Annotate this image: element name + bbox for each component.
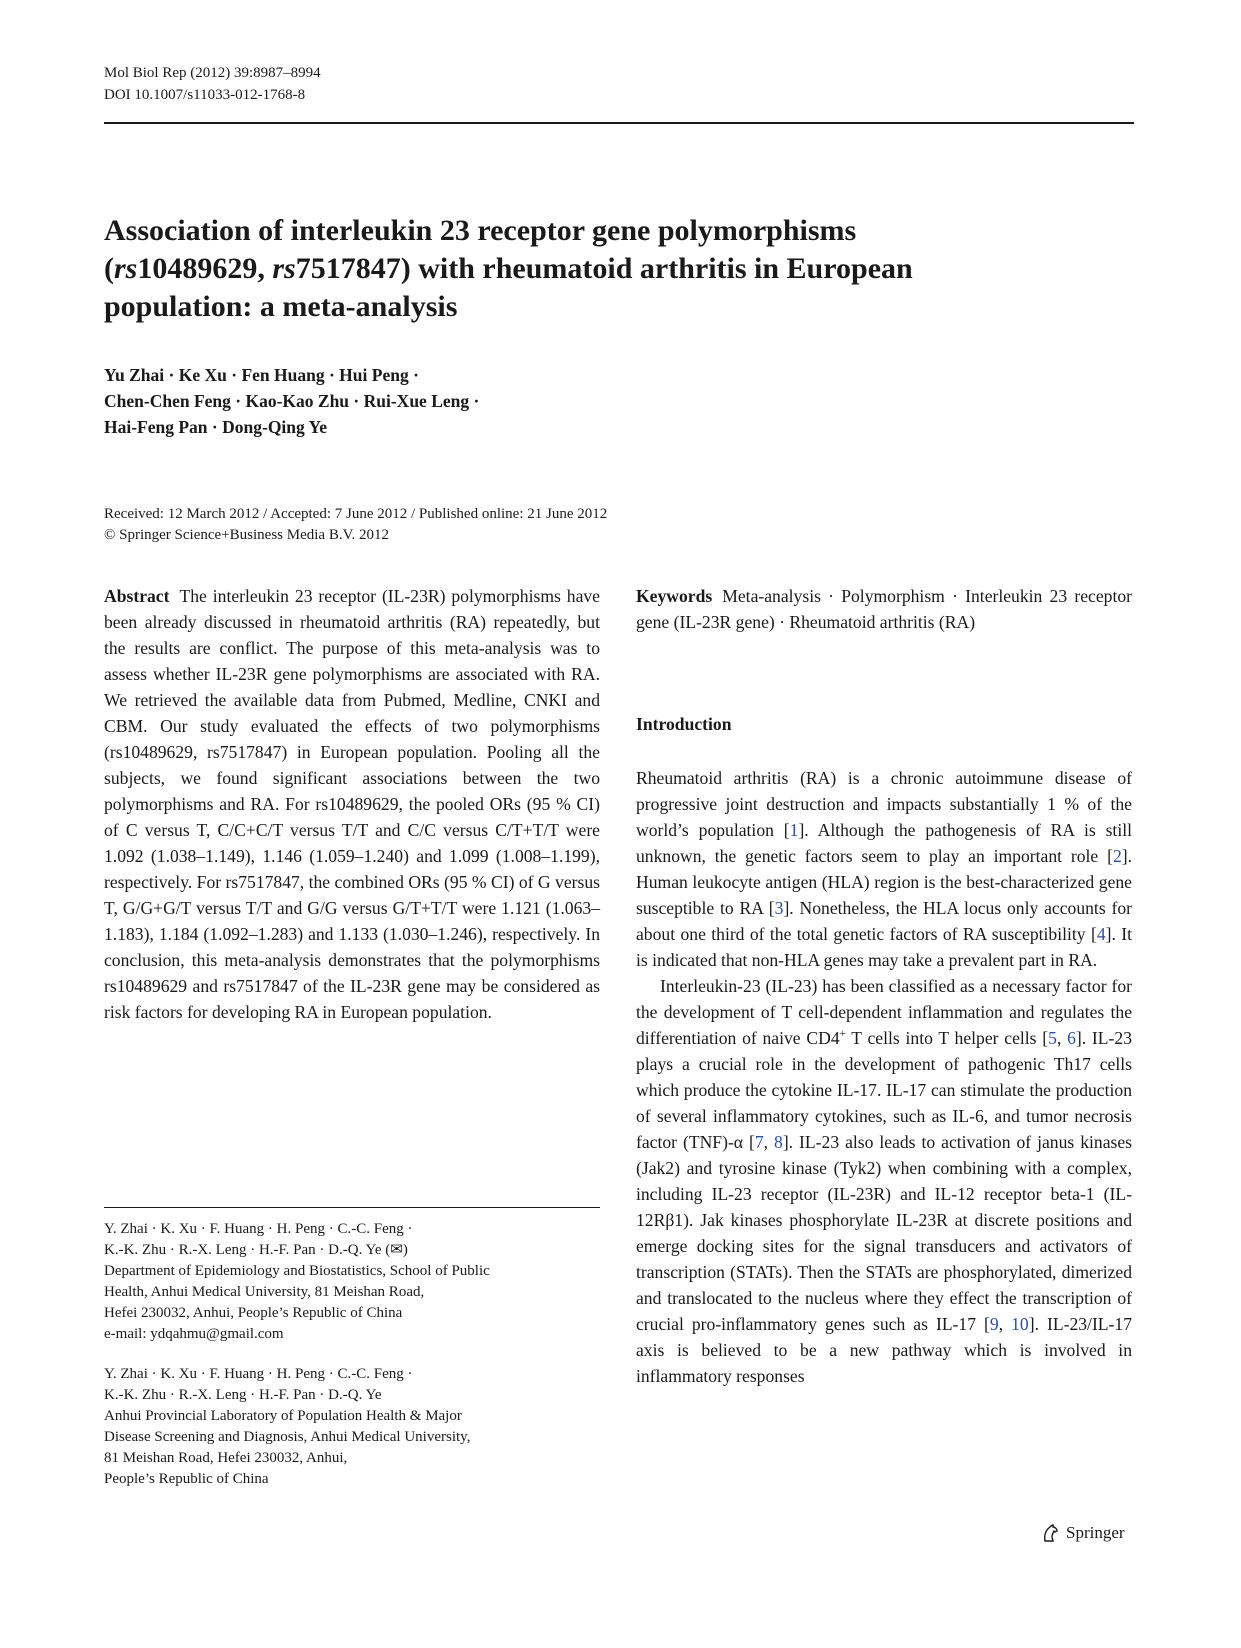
footnote-rule: [104, 1207, 600, 1208]
paragraph: Interleukin-23 (IL-23) has been classified as a necessary factor for the development of T cell-dependent inflammation and regulates the differentiation of naive CD4+ T cells into T helper cells [5, 6]. IL-23 plays a crucial role in the development of pathogenic Th17 cells which produce the cytokine IL-17. IL-17 can stimulate the production of several inflammatory cytokines, such as IL-6, and tumor necrosis factor (TNF)-α [7, 8]. IL-23 also leads to activation of janus kinases (Jak2) and tyrosine kinase (Tyk2) when combining with a complex, including IL-23 receptor (IL-23R) and IL-12 receptor beta-1 (IL-12Rβ1). Jak kinases phosphorylate IL-23R at discrete positions and emerge docking sites for the signal transducers and activators of transcription (STATs). Then the STATs are phosphorylated, dimerized and translocated to the nucleus where they effect the transcription of crucial pro-inflammatory genes such as IL-17 [9, 10]. IL-23/IL-17 axis is believed to be a new pathway which is involved in inflammatory responses: [636, 976, 1133, 1386]
paragraph: Rheumatoid arthritis (RA) is a chronic autoimmune disease of progressive joint destruction and impacts substantially 1 % of the world’s population [1]. Although the pathogenesis of RA is still unknown, the genetic factors seem to play an important role [2]. Human leukocyte antigen (HLA) region is the best-characterized gene susceptible to RA [3]. Nonetheless, the HLA locus only accounts for about one third of the total genetic factors of RA susceptibility [4]. It is indicated that non-HLA genes may take a prevalent part in RA.: [636, 768, 1132, 970]
citation-link[interactable]: 5: [1048, 1028, 1057, 1048]
citation-link[interactable]: 1: [789, 820, 799, 840]
journal-citation: Mol Biol Rep (2012) 39:8987–8994: [104, 65, 321, 81]
history-dates: Received: 12 March 2012 / Accepted: 7 June 2012 / Published online: 21 June 2012: [104, 506, 608, 522]
author-line: Chen-Chen Feng · Kao-Kao Zhu · Rui-Xue Leng ·: [104, 391, 480, 411]
abstract-text: The interleukin 23 receptor (IL-23R) polymorphisms have been already discussed in rheumatoid arthritis (RA) repeatedly, but the results are conflict. The purpose of this meta-analysis was to assess whether IL-23R gene polymorphisms are associated with RA. We retrieved the available data from Pubmed, Medline, CNKI and CBM. Our study evaluated the effects of two polymorphisms (rs10489629, rs7517847) in European population. Pooling all the subjects, we found significant associations between the two polymorphisms and RA. For rs10489629, the pooled ORs (95 % CI) of C versus T, C/C+C/T versus T/T and C/C versus C/T+T/T were 1.092 (1.038–1.149), 1.146 (1.059–1.240) and 1.099 (1.008–1.199), respectively. For rs7517847, the combined ORs (95 % CI) of G versus T, G/G+G/T versus T/T and G/G versus G/T+T/T were 1.121 (1.063–1.183), 1.184 (1.092–1.283) and 1.133 (1.030–1.246), respectively. In conclusion, this meta-analysis demonstrates that the polymorphisms rs10489629 and rs7517847 of the IL-23R gene may be considered as risk factors for developing RA in European population.: [104, 586, 600, 1022]
header-rule: [104, 122, 1134, 124]
keywords-text: Meta-analysis · Polymorphism · Interleukin 23 receptor gene (IL-23R gene) · Rheumatoid arthritis (RA): [636, 586, 1132, 632]
publication-history: [104, 504, 607, 546]
publisher-name: Springer: [1066, 1523, 1125, 1542]
copyright: © Springer Science+Business Media B.V. 2012: [104, 527, 389, 543]
author-list: [104, 362, 479, 440]
author-line: Yu Zhai · Ke Xu · Fen Huang · Hui Peng ·: [104, 365, 419, 385]
keywords: [636, 583, 1132, 635]
email-link[interactable]: e-mail: ydqahmu@gmail.com: [104, 1326, 284, 1342]
abstract-label: Abstract: [104, 586, 170, 606]
affiliation-block: Y. Zhai · K. Xu · F. Huang · H. Peng · C.-C. Feng · K.-K. Zhu · R.-X. Leng · H.-F. Pan · D.-Q. Ye (✉) Department of Epidemiology and Biostatistics, School of Public Health, Anhui Medical University, 81 Meishan Road, Hefei 230032, Anhui, People’s Republic of China e-mail: ydqahmu@gmail.com: [104, 1219, 600, 1345]
citation-link[interactable]: 7: [754, 1132, 764, 1152]
keywords-label: Keywords: [636, 586, 713, 606]
citation-link[interactable]: 2: [1112, 846, 1122, 866]
citation-link[interactable]: 10: [1011, 1314, 1029, 1334]
author-line: Hai-Feng Pan · Dong-Qing Ye: [104, 417, 327, 437]
journal-header: [104, 62, 321, 106]
abstract: [104, 583, 600, 1025]
citation-link[interactable]: 8: [774, 1132, 783, 1152]
section-heading-introduction: Introduction: [636, 714, 732, 734]
citation-link[interactable]: 4: [1096, 924, 1106, 944]
citation-link[interactable]: 6: [1067, 1028, 1076, 1048]
citation-link[interactable]: 9: [989, 1314, 999, 1334]
introduction-body: [636, 765, 1132, 1389]
citation-link[interactable]: 3: [774, 898, 784, 918]
article-title: Association of interleukin 23 receptor gene polymorphisms (rs10489629, rs7517847) with rheumatoid arthritis in European population: a meta-analysis: [104, 214, 913, 323]
publisher-logo: [1040, 1523, 1125, 1543]
affiliation-block: Y. Zhai · K. Xu · F. Huang · H. Peng · C.-C. Feng · K.-K. Zhu · R.-X. Leng · H.-F. Pan · D.-Q. Ye Anhui Provincial Laboratory of Population Health & Major Disease Screening and Diagnosis, Anhui Medical University, 81 Meishan Road, Hefei 230032, Anhui, People’s Republic of China: [104, 1366, 471, 1487]
doi[interactable]: DOI 10.1007/s11033-012-1768-8: [104, 87, 306, 103]
springer-horse-icon: [1040, 1523, 1060, 1543]
